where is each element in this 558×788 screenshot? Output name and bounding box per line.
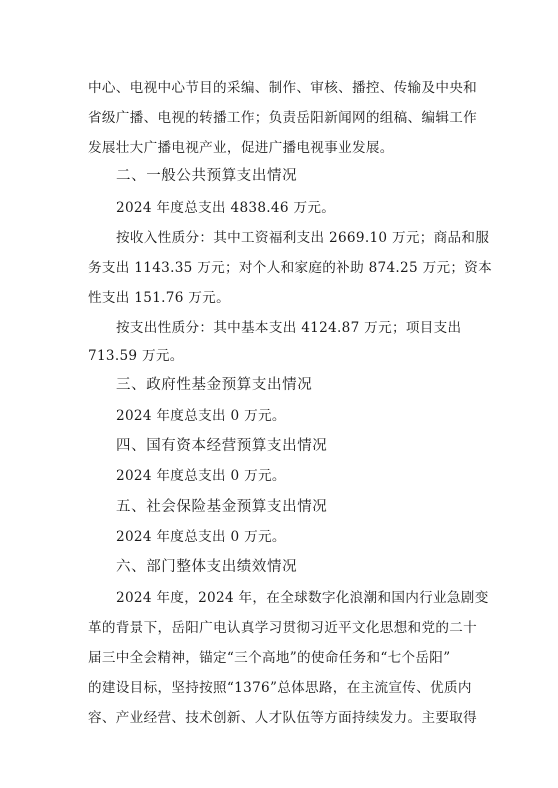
income-nature-line-1: 按收入性质分：其中工资福利支出 2669.10 万元；商品和服	[116, 230, 490, 246]
state-capital-total: 2024 年度总支出 0 万元。	[116, 468, 286, 484]
performance-line-2: 革的背景下，岳阳广电认真学习贯彻习近平文化思想和党的二十	[88, 620, 478, 636]
income-nature-line-2: 务支出 1143.35 万元；对个人和家庭的补助 874.25 万元；资本	[88, 260, 493, 276]
body-line-1: 中心、电视中心节目的采编、制作、审核、播控、传输及中央和	[88, 80, 478, 96]
government-fund-total: 2024 年度总支出 0 万元。	[116, 408, 286, 424]
performance-line-1: 2024 年度，2024 年，在全球数字化浪潮和国内行业急剧变	[116, 590, 489, 606]
expense-nature-line-1: 按支出性质分：其中基本支出 4124.87 万元；项目支出	[116, 320, 462, 336]
performance-line-5: 容、产业经营、技术创新、人才队伍等方面持续发力。主要取得	[88, 710, 478, 726]
body-line-2: 省级广播、电视的转播工作；负责岳阳新闻网的组稿、编辑工作	[88, 110, 478, 126]
section-heading-social-insurance: 五、社会保险基金预算支出情况	[116, 499, 328, 515]
body-line-3: 发展壮大广播电视产业，促进广播电视事业发展。	[88, 140, 394, 156]
section-heading-state-capital: 四、国有资本经营预算支出情况	[116, 438, 328, 454]
section-heading-government-fund: 三、政府性基金预算支出情况	[116, 377, 313, 393]
section-heading-general-budget: 二、一般公共预算支出情况	[116, 168, 298, 184]
section-heading-performance: 六、部门整体支出绩效情况	[116, 559, 298, 575]
expense-nature-line-2: 713.59 万元。	[88, 348, 184, 364]
income-nature-line-3: 性支出 151.76 万元。	[88, 290, 230, 306]
general-budget-total: 2024 年度总支出 4838.46 万元。	[116, 200, 336, 216]
performance-line-3: 届三中全会精神，锚定“三个高地”的使命任务和“七个岳阳”	[88, 650, 451, 666]
social-insurance-total: 2024 年度总支出 0 万元。	[116, 529, 286, 545]
performance-line-4: 的建设目标，坚持按照“1376”总体思路，在主流宣传、优质内	[88, 680, 472, 696]
